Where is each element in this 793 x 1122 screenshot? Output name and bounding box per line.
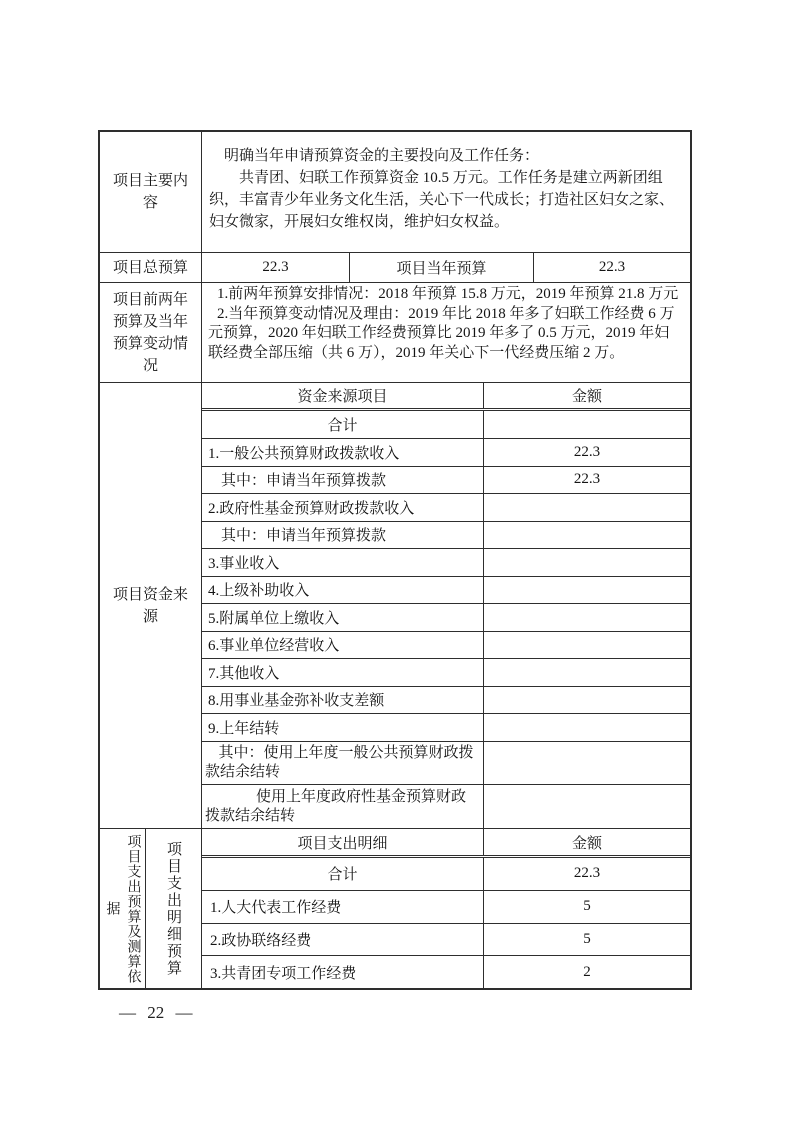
funding-section (100, 382, 690, 828)
expenditure-subtable (202, 829, 690, 988)
main-content-row (100, 132, 690, 252)
expenditure-amount: 2 (583, 963, 591, 980)
funding-row (202, 467, 690, 495)
expenditure-outer-label-cell (100, 829, 146, 988)
expenditure-amount: 22.3 (573, 865, 601, 882)
history-para2: 2.当年预算变动情况及理由：2019 年比 2018 年多了妇联工作经费 6 万元预算，2020 年妇联工作经费预算比 2019 年多了 0.5 万元，2019 年妇联经费全部压缩（共 6 万），2019 年关心下一代经费压缩 2 万。 (208, 305, 675, 361)
funding-amount (484, 411, 690, 438)
funding-row (202, 577, 690, 605)
funding-amount (484, 632, 690, 659)
expenditure-header-row (202, 829, 690, 858)
expenditure-inner-label-cell (146, 829, 202, 988)
funding-item: 使用上年度政府性基金预算财政拨款结余结转 (202, 785, 484, 828)
funding-item: 6.事业单位经营收入 (202, 632, 484, 659)
expenditure-row (202, 891, 690, 924)
funding-row (202, 742, 690, 786)
expenditure-amount: 5 (583, 898, 591, 915)
funding-item: 8.用事业基金弥补收支差额 (202, 687, 484, 714)
funding-item: 其中：申请当年预算拨款 (202, 467, 484, 494)
funding-amount (484, 604, 690, 631)
expenditure-row (202, 924, 690, 957)
funding-section-label: 项目资金来源 (100, 383, 202, 828)
main-content-para2: 共青团、妇联工作预算资金 10.5 万元。工作任务是建立两新团组织，丰富青少年业务文化生活，关心下一代成长；打造社区妇女之家、妇女微家，开展妇女维权岗，维护妇女权益。 (209, 170, 675, 230)
funding-amount (484, 659, 690, 686)
funding-amount (484, 687, 690, 714)
expenditure-item: 合计 (202, 858, 484, 890)
funding-row (202, 659, 690, 687)
expenditure-item: 3.共青团专项工作经费 (202, 956, 484, 988)
expenditure-row (202, 956, 690, 988)
funding-amount (484, 549, 690, 576)
expenditure-inner-label: 项目支出明细预算 (165, 840, 181, 977)
main-content-para1: 明确当年申请预算资金的主要投向及工作任务： (224, 148, 540, 164)
expenditure-outer-label: 项目支出预算及测算依据 (104, 833, 141, 984)
funding-item: 其中：使用上年度一般公共预算财政拨款结余结转 (202, 742, 484, 785)
funding-row (202, 522, 690, 550)
funding-amount (484, 714, 690, 741)
history-label: 项目前两年预算及当年预算变动情况 (100, 283, 202, 382)
funding-amount (484, 785, 690, 828)
funding-row (202, 785, 690, 828)
history-para1: 1.前两年预算安排情况：2018 年预算 15.8 万元，2019 年预算 21.8 万元 (217, 286, 679, 302)
funding-row (202, 494, 690, 522)
funding-item: 5.附属单位上缴收入 (202, 604, 484, 631)
funding-row (202, 604, 690, 632)
funding-item: 1.一般公共预算财政拨款收入 (202, 439, 484, 466)
funding-header-item: 资金来源项目 (202, 383, 484, 408)
funding-header-amount: 金额 (571, 389, 602, 405)
funding-row (202, 687, 690, 715)
funding-row (202, 439, 690, 467)
funding-item: 4.上级补助收入 (202, 577, 484, 604)
expenditure-row-total (202, 858, 690, 891)
history-row (100, 282, 690, 382)
history-text (202, 283, 690, 382)
funding-item: 合计 (202, 411, 484, 438)
total-budget-value: 22.3 (202, 253, 350, 282)
main-content-label: 项目主要内容 (100, 132, 202, 252)
funding-item: 7.其他收入 (202, 659, 484, 686)
funding-item: 9.上年结转 (202, 714, 484, 741)
funding-amount (484, 522, 690, 549)
expenditure-section (100, 828, 690, 988)
funding-row (202, 632, 690, 660)
page-number: — 22 — (119, 1003, 193, 1022)
funding-row (202, 714, 690, 742)
expenditure-header-item: 项目支出明细 (202, 829, 484, 855)
budget-table (98, 130, 692, 990)
total-budget-label: 项目总预算 (100, 253, 202, 282)
funding-amount (484, 577, 690, 604)
expenditure-header-amount: 金额 (571, 835, 602, 852)
funding-header-row (202, 383, 690, 411)
funding-row (202, 549, 690, 577)
expenditure-item: 1.人大代表工作经费 (202, 891, 484, 923)
funding-item: 3.事业收入 (202, 549, 484, 576)
expenditure-amount: 5 (583, 930, 591, 947)
funding-amount: 22.3 (573, 471, 601, 488)
funding-item: 2.政府性基金预算财政拨款收入 (202, 494, 484, 521)
main-content-text (202, 132, 690, 252)
funding-item: 其中：申请当年预算拨款 (202, 522, 484, 549)
expenditure-item: 2.政协联络经费 (202, 924, 484, 956)
current-year-budget-value: 22.3 (598, 259, 626, 275)
funding-amount (484, 494, 690, 521)
current-year-budget-label: 项目当年预算 (350, 253, 534, 282)
funding-row-total (202, 411, 690, 439)
funding-subtable (202, 383, 690, 828)
funding-amount: 22.3 (573, 443, 601, 460)
total-budget-row (100, 252, 690, 282)
funding-amount (484, 742, 690, 785)
